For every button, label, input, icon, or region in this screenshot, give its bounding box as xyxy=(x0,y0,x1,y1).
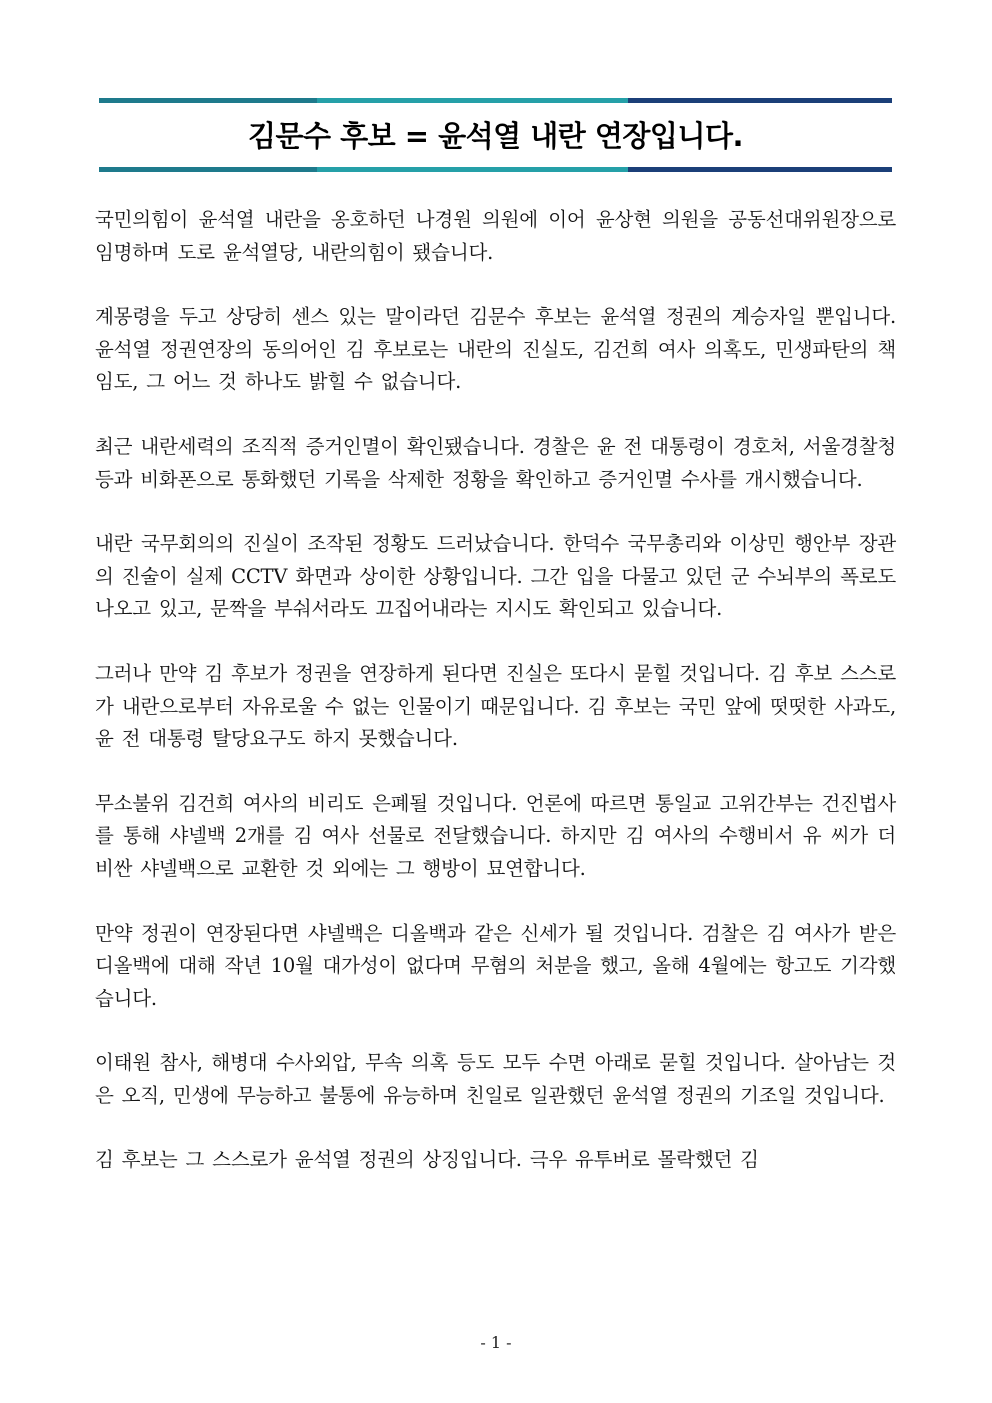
paragraph: 이태원 참사, 해병대 수사외압, 무속 의혹 등도 모두 수면 아래로 묻힐 것입니다. 살아남는 것은 오직, 민생에 무능하고 불통에 유능하며 친일로 일관했던 윤석열 정권의 기조일 것입니다. xyxy=(95,1051,896,1107)
rule-segment xyxy=(99,98,317,103)
document-body xyxy=(95,204,896,1209)
paragraph: 무소불위 김건희 여사의 비리도 은폐될 것입니다. 언론에 따르면 통일교 고위간부는 건진법사를 통해 샤넬백 2개를 김 여사 선물로 전달했습니다. 하지만 김 여사의 수행비서 유 씨가 더 비싼 샤넬백으로 교환한 것 외에는 그 행방이 묘연합니다. xyxy=(95,791,896,880)
paragraph: 내란 국무회의의 진실이 조작된 정황도 드러났습니다. 한덕수 국무총리와 이상민 행안부 장관의 진술이 실제 CCTV 화면과 상이한 상황입니다. 그간 입을 다물고 있던 군 수뇌부의 폭로도 나오고 있고, 문짝을 부숴서라도 끄집어내라는 지시도 확인되고 있습니다. xyxy=(95,532,896,621)
header-top-rule xyxy=(99,98,892,103)
rule-segment xyxy=(628,167,892,172)
paragraph: 최근 내란세력의 조직적 증거인멸이 확인됐습니다. 경찰은 윤 전 대통령이 경호처, 서울경찰청 등과 비화폰으로 통화했던 기록을 삭제한 정황을 확인하고 증거인멸 수사를 개시했습니다. xyxy=(95,434,896,491)
page-number: - 1 - xyxy=(480,1333,512,1352)
rule-segment xyxy=(317,98,628,103)
document-title: 김문수 후보 = 윤석열 내란 연장입니다. xyxy=(247,119,743,153)
header-bottom-rule xyxy=(99,167,892,172)
paragraph: 계몽령을 두고 상당히 센스 있는 말이라던 김문수 후보는 윤석열 정권의 계승자일 뿐입니다. 윤석열 정권연장의 동의어인 김 후보로는 내란의 진실도, 김건희 여사 의혹도, 민생파탄의 책임도, 그 어느 것 하나도 밝힐 수 없습니다. xyxy=(95,305,896,394)
paragraph: 국민의힘이 윤석열 내란을 옹호하던 나경원 의원에 이어 윤상현 의원을 공동선대위원장으로 임명하며 도로 윤석열당, 내란의힘이 됐습니다. xyxy=(95,208,896,264)
rule-segment xyxy=(628,98,892,103)
rule-segment xyxy=(99,167,317,172)
paragraph: 그러나 만약 김 후보가 정권을 연장하게 된다면 진실은 또다시 묻힐 것입니다. 김 후보 스스로가 내란으로부터 자유로울 수 없는 인물이기 때문입니다. 김 후보는 국민 앞에 떳떳한 사과도, 윤 전 대통령 탈당요구도 하지 못했습니다. xyxy=(95,661,896,751)
paragraph: 만약 정권이 연장된다면 샤넬백은 디올백과 같은 신세가 될 것입니다. 검찰은 김 여사가 받은 디올백에 대해 작년 10월 대가성이 없다며 무혐의 처분을 했고, 올해 4월에는 항고도 기각했습니다. xyxy=(95,921,896,1010)
rule-segment xyxy=(317,167,628,172)
paragraph: 김 후보는 그 스스로가 윤석열 정권의 상징입니다. 극우 유투버로 몰락했던 김 xyxy=(95,1148,759,1172)
